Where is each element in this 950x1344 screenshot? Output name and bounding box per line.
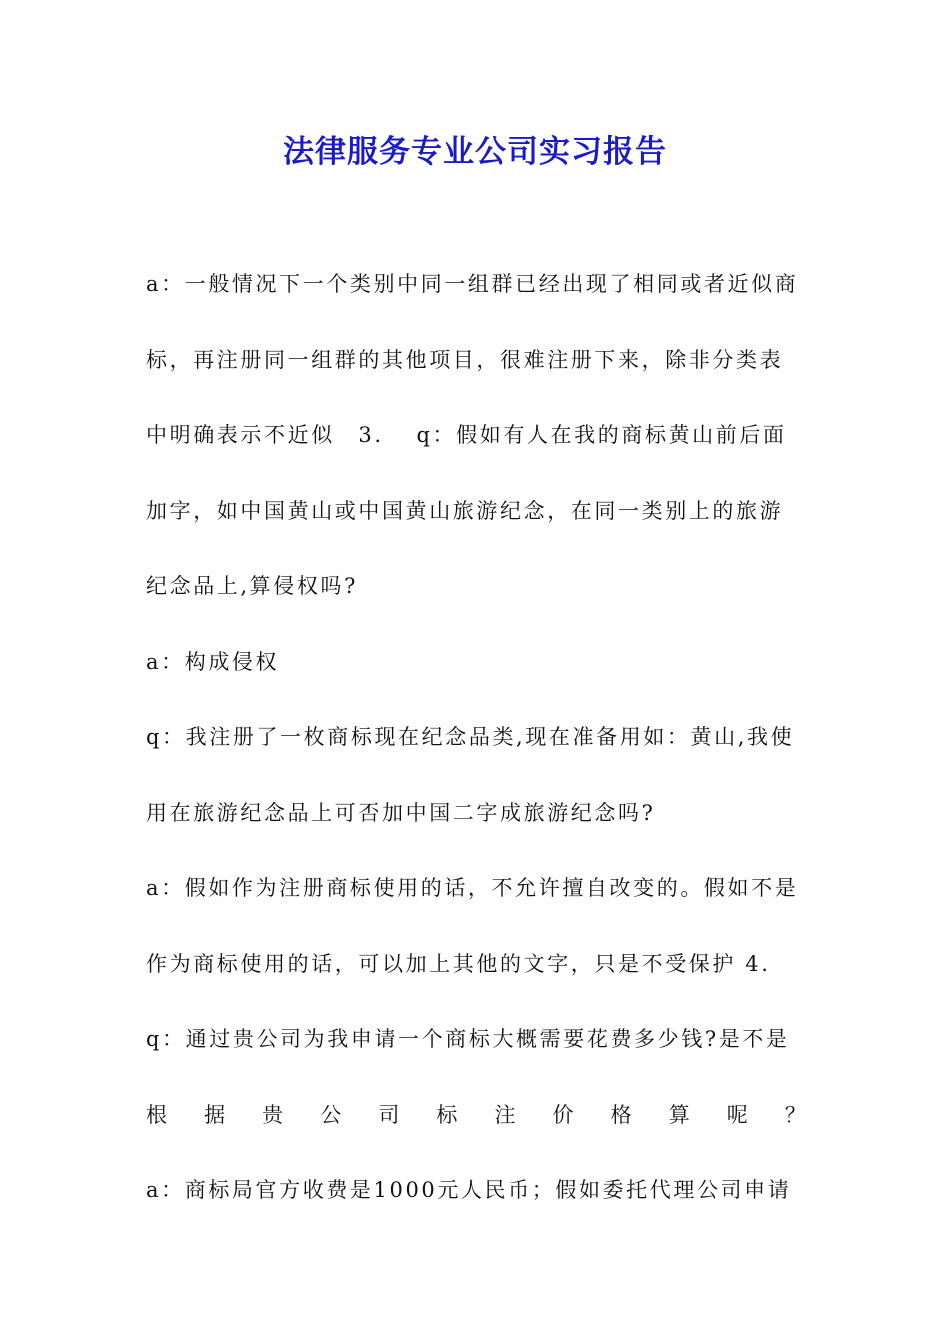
- spaced-char: 算: [668, 1102, 690, 1127]
- text-line-4: 加字，如中国黄山或中国黄山旅游纪念，在同一类别上的旅游: [146, 498, 784, 523]
- text-line-1: a：一般情况下一个类别中同一组群已经出现了相同或者近似商: [146, 272, 799, 296]
- spaced-char: 据: [204, 1102, 226, 1127]
- text-line-7: q：我注册了一枚商标现在纪念品类,现在准备用如：黄山,我使: [146, 725, 795, 749]
- document-title: 法律服务专业公司实习报告: [283, 134, 667, 170]
- spaced-char: 标: [436, 1102, 458, 1127]
- spaced-char: 根: [146, 1102, 167, 1127]
- text-line-9: a：假如作为注册商标使用的话，不允许擅自改变的。假如不是: [146, 876, 799, 900]
- text-line-6: a：构成侵权: [146, 649, 280, 674]
- text-line-8: 用在旅游纪念品上可否加中国二字成旅游纪念吗?: [146, 800, 656, 825]
- document-body: [146, 262, 806, 1244]
- spaced-char: ？: [784, 1102, 806, 1127]
- spaced-char: 注: [494, 1102, 516, 1127]
- spaced-char: 价: [552, 1102, 574, 1127]
- text-line-11: q：通过贵公司为我申请一个商标大概需要花费多少钱?是不是: [146, 1027, 790, 1051]
- text-line-3: 中明确表示不近似 3. q：假如有人在我的商标黄山前后面: [146, 423, 787, 447]
- text-line-13: a：商标局官方收费是1000元人民币；假如委托代理公司申请: [146, 1178, 792, 1202]
- spaced-char: 呢: [726, 1102, 748, 1127]
- text-line-12-spaced: [146, 1093, 806, 1169]
- spaced-char: 司: [378, 1102, 400, 1127]
- text-line-5: 纪念品上,算侵权吗?: [146, 574, 358, 598]
- spaced-char: 格: [610, 1102, 632, 1127]
- spaced-char: 贵: [262, 1102, 284, 1127]
- text-line-10: 作为商标使用的话，可以加上其他的文字，只是不受保护 4.: [146, 951, 771, 976]
- spaced-char: 公: [320, 1102, 342, 1127]
- text-line-2: 标，再注册同一组群的其他项目，很难注册下来，除非分类表: [146, 347, 784, 372]
